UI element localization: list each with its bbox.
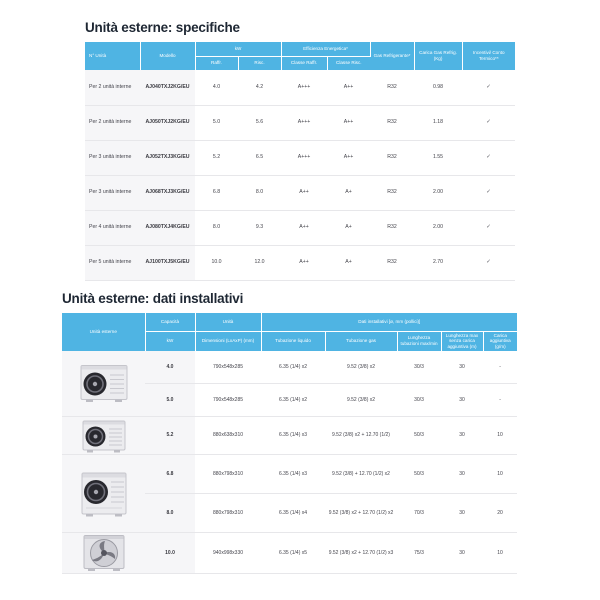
header-capacita: Capacità [145, 313, 195, 331]
cell-modello: AJ052TXJ3KG/EU [140, 140, 195, 175]
install-row [62, 351, 517, 384]
cell-carica-aggiuntiva: 10 [483, 533, 517, 574]
cell-classe-risc: A+ [327, 210, 370, 245]
cell-lunghezza: 30/3 [397, 351, 441, 384]
header-unita: Unità [195, 313, 261, 331]
cell-kw-raffr: 5.0 [195, 105, 238, 140]
cell-lunghezza: 70/3 [397, 494, 441, 533]
header-dati-installativi-group: Dati installativi [ø, mm (pollici)] [261, 313, 517, 331]
cell-lunghezza-max: 30 [441, 455, 483, 494]
header-classe-risc: Classe Risc. [327, 56, 370, 70]
spec-table [85, 42, 515, 281]
cell-dimensioni: 880x798x310 [195, 494, 261, 533]
cell-carica: 2.00 [414, 175, 462, 210]
cell-classe-risc: A+ [327, 175, 370, 210]
spec-row [85, 175, 515, 210]
cell-n-unita: Per 4 unità interne [85, 210, 140, 245]
cell-carica: 2.70 [414, 245, 462, 280]
header-carica-aggiuntiva: Carica aggiuntiva (g/m) [483, 331, 517, 351]
spec-row [85, 140, 515, 175]
install-row [62, 417, 517, 455]
cell-kw-raffr: 8.0 [195, 210, 238, 245]
cell-classe-raffr: A++ [281, 175, 327, 210]
outdoor-unit-image [64, 419, 143, 453]
cell-kw-risc: 5.6 [238, 105, 281, 140]
cell-lunghezza-max: 30 [441, 351, 483, 384]
cell-unit-image [62, 533, 145, 574]
install-row [62, 533, 517, 574]
section-title-dati-installativi: Unità esterne: dati installativi [62, 291, 244, 306]
cell-capacita: 10.0 [145, 533, 195, 574]
cell-carica-aggiuntiva: - [483, 384, 517, 417]
cell-unit-image [62, 351, 145, 417]
cell-kw-risc: 8.0 [238, 175, 281, 210]
install-table [62, 313, 517, 574]
cell-modello: AJ080TXJ4KG/EU [140, 210, 195, 245]
cell-carica-aggiuntiva: 20 [483, 494, 517, 533]
cell-capacita: 6.8 [145, 455, 195, 494]
cell-n-unita: Per 2 unità interne [85, 70, 140, 105]
header-modello: Modello [140, 42, 195, 70]
checkmark-icon: ✓ [462, 210, 515, 245]
outdoor-unit-image [64, 471, 143, 517]
checkmark-icon: ✓ [462, 175, 515, 210]
cell-capacita: 8.0 [145, 494, 195, 533]
cell-gas: R32 [370, 140, 414, 175]
cell-modello: AJ100TXJ5KG/EU [140, 245, 195, 280]
outdoor-unit-image [64, 534, 143, 572]
header-kw-group: kW [195, 42, 281, 56]
cell-lunghezza: 50/3 [397, 455, 441, 494]
cell-n-unita: Per 3 unità interne [85, 140, 140, 175]
cell-tubazione-liquido: 6.35 (1/4) x3 [261, 417, 325, 455]
cell-gas: R32 [370, 175, 414, 210]
checkmark-icon: ✓ [462, 245, 515, 280]
header-tubazione-gas: Tubazione gas [325, 331, 397, 351]
cell-modello: AJ068TXJ3KG/EU [140, 175, 195, 210]
cell-carica-aggiuntiva: 10 [483, 455, 517, 494]
cell-lunghezza: 30/3 [397, 384, 441, 417]
cell-classe-risc: A++ [327, 105, 370, 140]
cell-tubazione-liquido: 6.35 (1/4) x2 [261, 351, 325, 384]
cell-kw-raffr: 10.0 [195, 245, 238, 280]
cell-n-unita: Per 5 unità interne [85, 245, 140, 280]
spec-row [85, 245, 515, 280]
cell-classe-raffr: A++ [281, 245, 327, 280]
cell-unit-image [62, 417, 145, 455]
cell-tubazione-gas: 9.52 (3/8) x2 + 12.70 (1/2) x3 [325, 533, 397, 574]
cell-kw-risc: 9.3 [238, 210, 281, 245]
header-risc: Risc. [238, 56, 281, 70]
cell-lunghezza: 75/3 [397, 533, 441, 574]
cell-capacita: 4.0 [145, 351, 195, 384]
cell-carica-aggiuntiva: - [483, 351, 517, 384]
cell-kw-raffr: 4.0 [195, 70, 238, 105]
cell-gas: R32 [370, 210, 414, 245]
header-raffr: Raffr. [195, 56, 238, 70]
cell-classe-raffr: A+++ [281, 105, 327, 140]
cell-tubazione-liquido: 6.35 (1/4) x5 [261, 533, 325, 574]
cell-kw-risc: 4.2 [238, 70, 281, 105]
cell-tubazione-gas: 9.52 (3/8) x2 [325, 384, 397, 417]
cell-kw-raffr: 6.8 [195, 175, 238, 210]
cell-classe-raffr: A+++ [281, 70, 327, 105]
header-lunghezza-max: Lunghezza max senza carica aggiuntiva (m) [441, 331, 483, 351]
cell-kw-risc: 6.5 [238, 140, 281, 175]
header-gas-refrigerante: Gas Refrigerante* [370, 42, 414, 70]
cell-capacita: 5.2 [145, 417, 195, 455]
cell-gas: R32 [370, 245, 414, 280]
header-unita-esterne: Unità esterne [62, 313, 145, 351]
cell-capacita: 5.0 [145, 384, 195, 417]
section-title-specifiche: Unità esterne: specifiche [85, 20, 240, 35]
spec-row [85, 70, 515, 105]
cell-tubazione-gas: 9.52 (3/8) x2 [325, 351, 397, 384]
cell-tubazione-gas: 9.52 (3/8) x2 + 12.70 (1/2) x2 [325, 494, 397, 533]
cell-kw-raffr: 5.2 [195, 140, 238, 175]
cell-tubazione-liquido: 6.35 (1/4) x2 [261, 384, 325, 417]
cell-tubazione-liquido: 6.35 (1/4) x4 [261, 494, 325, 533]
cell-n-unita: Per 3 unità interne [85, 175, 140, 210]
cell-modello: AJ050TXJ2KG/EU [140, 105, 195, 140]
checkmark-icon: ✓ [462, 105, 515, 140]
cell-carica-aggiuntiva: 10 [483, 417, 517, 455]
cell-carica: 1.18 [414, 105, 462, 140]
cell-tubazione-liquido: 6.35 (1/4) x3 [261, 455, 325, 494]
cell-tubazione-gas: 9.52 (3/8) + 12.70 (1/2) x2 [325, 455, 397, 494]
section-dati-installativi [62, 291, 517, 574]
header-tubazione-liquido: Tubazione liquido [261, 331, 325, 351]
cell-classe-raffr: A+++ [281, 140, 327, 175]
outdoor-unit-image [64, 363, 143, 403]
spec-row [85, 105, 515, 140]
cell-lunghezza: 50/3 [397, 417, 441, 455]
header-lunghezza-tubazioni: Lunghezza tubazioni max/min [397, 331, 441, 351]
header-efficienza-group: Efficienza Energetica* [281, 42, 370, 56]
cell-lunghezza-max: 30 [441, 417, 483, 455]
cell-dimensioni: 790x548x285 [195, 351, 261, 384]
header-incentivi: Incentivi/ Conto Termico** [462, 42, 515, 70]
section-specifiche [85, 20, 515, 281]
cell-lunghezza-max: 30 [441, 494, 483, 533]
cell-carica: 0.98 [414, 70, 462, 105]
cell-lunghezza-max: 30 [441, 384, 483, 417]
cell-n-unita: Per 2 unità interne [85, 105, 140, 140]
cell-tubazione-gas: 9.52 (3/8) x2 + 12.70 (1/2) [325, 417, 397, 455]
header-n-unita: N° Unità [85, 42, 140, 70]
cell-gas: R32 [370, 70, 414, 105]
cell-dimensioni: 880x798x310 [195, 455, 261, 494]
install-row [62, 455, 517, 494]
cell-classe-risc: A++ [327, 70, 370, 105]
header-carica-gas: Carica Gas Refrig. (Kg) [414, 42, 462, 70]
header-classe-raffr: Classe Raffr. [281, 56, 327, 70]
cell-carica: 2.00 [414, 210, 462, 245]
header-kw: kW [145, 331, 195, 351]
cell-gas: R32 [370, 105, 414, 140]
spec-row [85, 210, 515, 245]
cell-unit-image [62, 455, 145, 533]
cell-dimensioni: 940x998x330 [195, 533, 261, 574]
cell-classe-risc: A+ [327, 245, 370, 280]
header-dimensioni: Dimensioni (LxAxP) (mm) [195, 331, 261, 351]
checkmark-icon: ✓ [462, 140, 515, 175]
checkmark-icon: ✓ [462, 70, 515, 105]
cell-carica: 1.55 [414, 140, 462, 175]
cell-modello: AJ040TXJ2KG/EU [140, 70, 195, 105]
cell-dimensioni: 790x548x285 [195, 384, 261, 417]
cell-dimensioni: 880x638x310 [195, 417, 261, 455]
cell-kw-risc: 12.0 [238, 245, 281, 280]
cell-lunghezza-max: 30 [441, 533, 483, 574]
cell-classe-risc: A++ [327, 140, 370, 175]
cell-classe-raffr: A++ [281, 210, 327, 245]
